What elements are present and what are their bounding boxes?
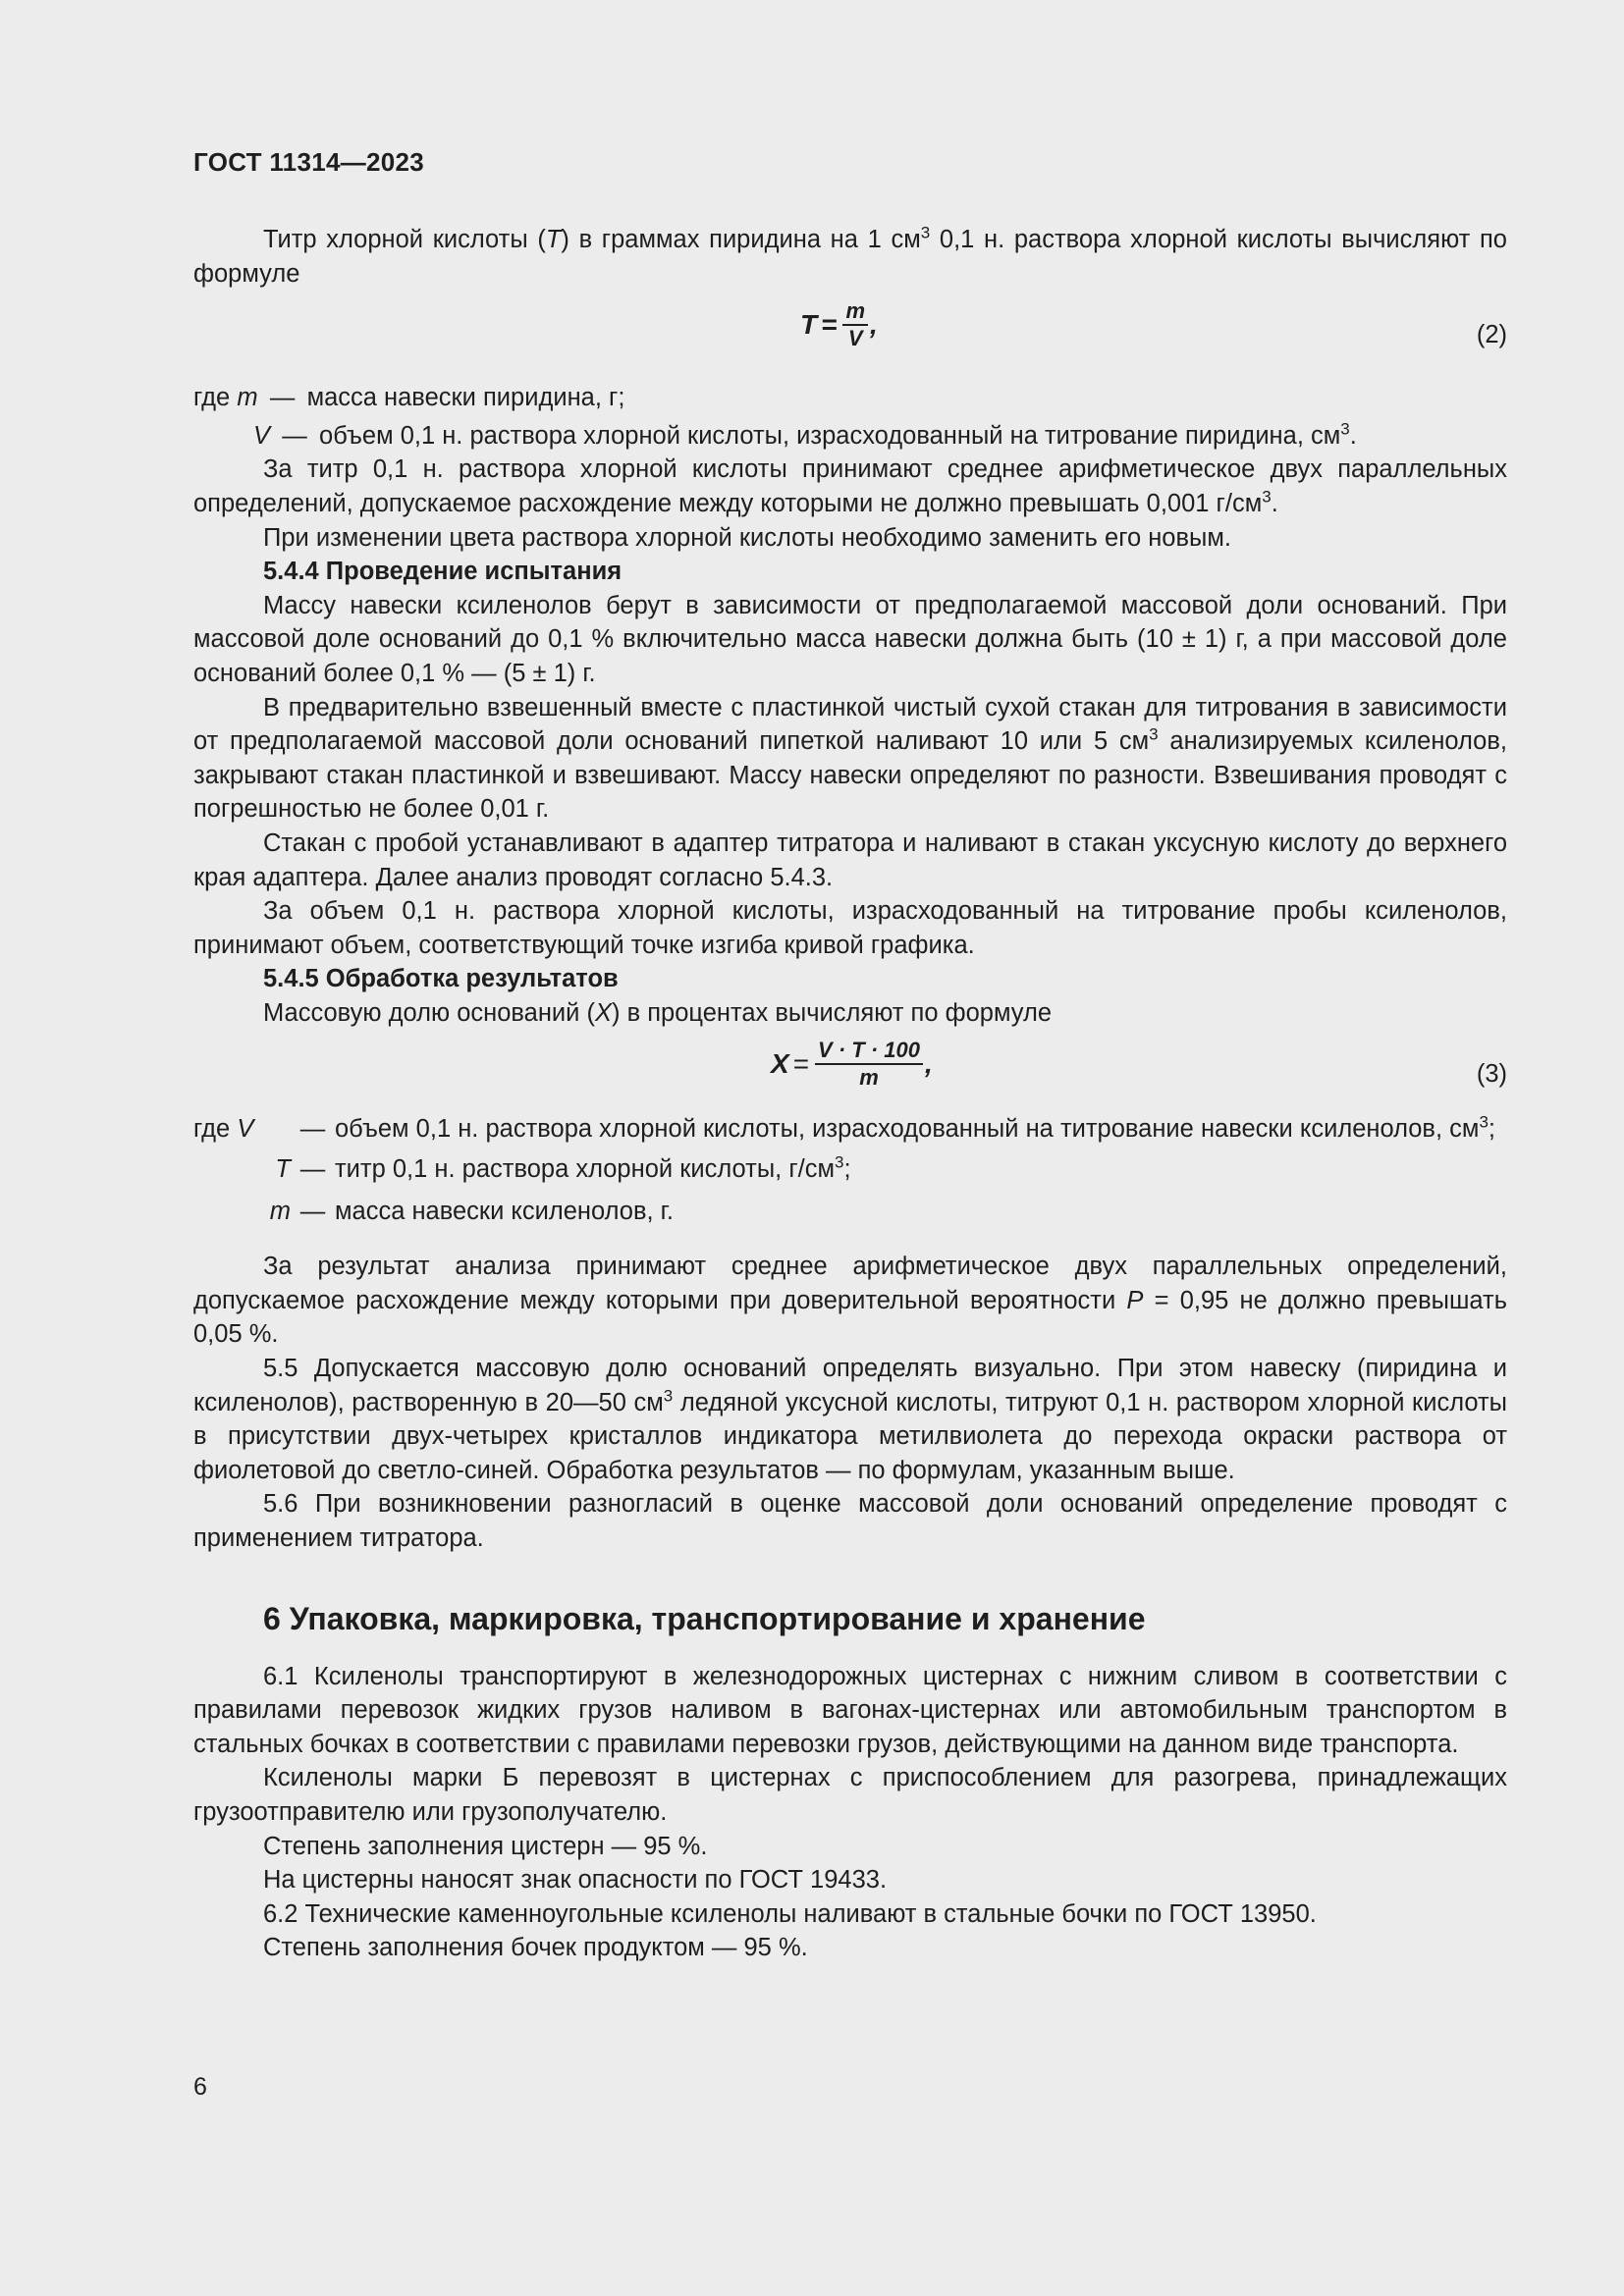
paragraph-weighing: В предварительно взвешенный вместе с пластинкой чистый сухой стакан для титрования в зависимости от предполагаемой массовой доли оснований пипеткой наливают 10 или 5 $см^3$ анализируемых ксиленолов, закрывают стакан пластинкой и взвешивают. Массу навески определяют по разности. Взвешивания проводят с погрешностью не более 0,01 г. [193,693,1507,824]
definition-row [193,1112,1507,1147]
definition-text: объем 0,1 н. раствора хлорной кислоты, израсходованный на титрование пиридина, $см^3$. [319,419,1357,450]
paragraph-result: За результат анализа принимают среднее арифметическое двух параллельных определений, допускаемое расхождение между которыми при доверительной вероятности Р = 0,95 не должно превышать 0,05 %. [193,1253,1507,1349]
definition-lead: T [275,1155,291,1184]
paragraph-color-change: При изменении цвета раствора хлорной кислоты необходимо заменить его новым. [263,523,1231,552]
paragraph-hazard-sign: На цистерны наносят знак опасности по ГОСТ 19433. [263,1866,888,1895]
definitions-2 [193,381,1507,453]
formula-numerator: V · T · 100 [815,1038,923,1065]
definitions-3 [193,1112,1507,1228]
paragraph-titer-intro: Титр хлорной кислоты (Т) в граммах пиридина на 1 $см^3$ 0,1 н. раствора хлорной кислоты вычисляют по формуле [193,223,1507,288]
definition-prefix: где [193,384,231,412]
formula-denominator: m [859,1065,879,1091]
definition-dash: — [269,384,296,412]
definition-text: масса навески пиридина, г; [306,384,625,412]
formula-fraction [842,298,868,351]
definition-text: объем 0,1 н. раствора хлорной кислоты, израсходованный на титрование навески ксиленолов, $см^3$; [335,1113,1495,1144]
equation-number: (3) [1476,1060,1507,1089]
formula-equals: = [792,1048,810,1080]
definition-dash: — [299,1115,326,1144]
paragraph-titer-mean: За титр 0,1 н. раствора хлорной кислоты принимают среднее арифметическое двух параллельных определений, допускаемое расхождение между которыми не должно превышать 0,001 $г/см^3$. [193,455,1507,517]
definition-symbol: m [237,384,258,412]
definition-dash: — [299,1155,326,1184]
definition-lead: где V [193,1115,254,1144]
paragraph-grade-b: Ксиленолы марки Б перевозят в цистернах с приспособлением для разогрева, принадлежащих грузоотправителю или грузополучателю. [193,1764,1507,1826]
definition-row [193,1152,1507,1187]
paragraph-barrel-fill: Степень заполнения бочек продуктом — 95 %. [263,1934,808,1962]
definition-dash: — [299,1197,326,1225]
definition-dash: — [282,421,307,450]
paragraph-sample-mass: Массу навески ксиленолов берут в зависимости от предполагаемой массовой доли оснований. При массовой доле оснований до 0,1 % включительно масса навески должна быть (10 ± 1) г, а при массовой доле оснований более 0,1 % — (5 ± 1) г. [193,591,1507,687]
page-body [193,223,1507,1965]
definition-text: титр 0,1 н. раствора хлорной кислоты, $г/см^3$; [335,1152,851,1184]
formula-3 [193,1038,1507,1108]
formula-fraction [815,1038,923,1091]
formula-numerator: m [842,298,868,326]
formula-lhs: X [771,1048,789,1080]
formula-2 [193,298,1507,369]
formula-denominator: V [847,326,863,351]
definition-lead: m [269,1197,291,1225]
definition-row [193,419,1507,454]
paragraph-adapter: Стакан с пробой устанавливают в адаптер титратора и наливают в стакан уксусную кислоту до верхнего края адаптера. Далее анализ проводят согласно 5.4.3. [193,828,1507,891]
formula-lhs: Т [800,308,818,340]
subsection-5-4-4: 5.4.4 Проведение испытания [263,558,623,586]
page-number: 6 [193,2073,207,2101]
paragraph-6-1: 6.1 Ксиленолы транспортируют в железнодорожных цистернах с нижним сливом в соответствии с правилами перевозок жидких грузов наливом в вагонах-цистернах или автомобильным транспортом в стальных бочках в соответствии с правилами перевозки грузов, действующими на данном виде транспорта. [193,1662,1507,1758]
paragraph-5-5: 5.5 Допускается массовую долю оснований определять визуально. При этом навеску (пиридина и ксиленолов), растворенную в 20—50 $см^3$ ледяной уксусной кислоты, титруют 0,1 н. раствором хлорной кислоты в присутствии двух-четырех кристаллов индикатора метилвиолета до перехода окраски раствора от фиолетовой до светло-синей. Обработка результатов — по формулам, указанным выше. [193,1355,1507,1484]
paragraph-6-2: 6.2 Технические каменноугольные ксиленолы наливают в стальные бочки по ГОСТ 13950. [263,1899,1317,1928]
equation-number: (2) [1476,321,1507,349]
document-code: ГОСТ 11314—2023 [193,147,425,177]
paragraph-volume: За объем 0,1 н. раствора хлорной кислоты, израсходованный на титрование пробы ксиленолов, принимают объем, соответствующий точке изгиба кривой графика. [193,897,1507,959]
formula-tail: , [870,308,878,340]
section-6-title: 6 Упаковка, маркировка, транспортирование и хранение [263,1600,1146,1636]
definition-text: масса навески ксиленолов, г. [335,1197,674,1225]
definition-row [193,381,1507,415]
formula-tail: , [924,1048,933,1080]
subsection-5-4-5: 5.4.5 Обработка результатов [263,965,619,993]
paragraph-tank-fill: Степень заполнения цистерн — 95 %. [263,1832,708,1860]
formula-equals: = [821,308,838,340]
definition-symbol: V [253,421,271,450]
paragraph-5-6: 5.6 При возникновении разногласий в оценке массовой доли оснований определение проводят с применением титратора. [193,1490,1507,1552]
paragraph-mass-fraction: Массовую долю оснований (X) в процентах вычисляют по формуле [263,998,1053,1027]
definition-row [193,1195,1507,1229]
